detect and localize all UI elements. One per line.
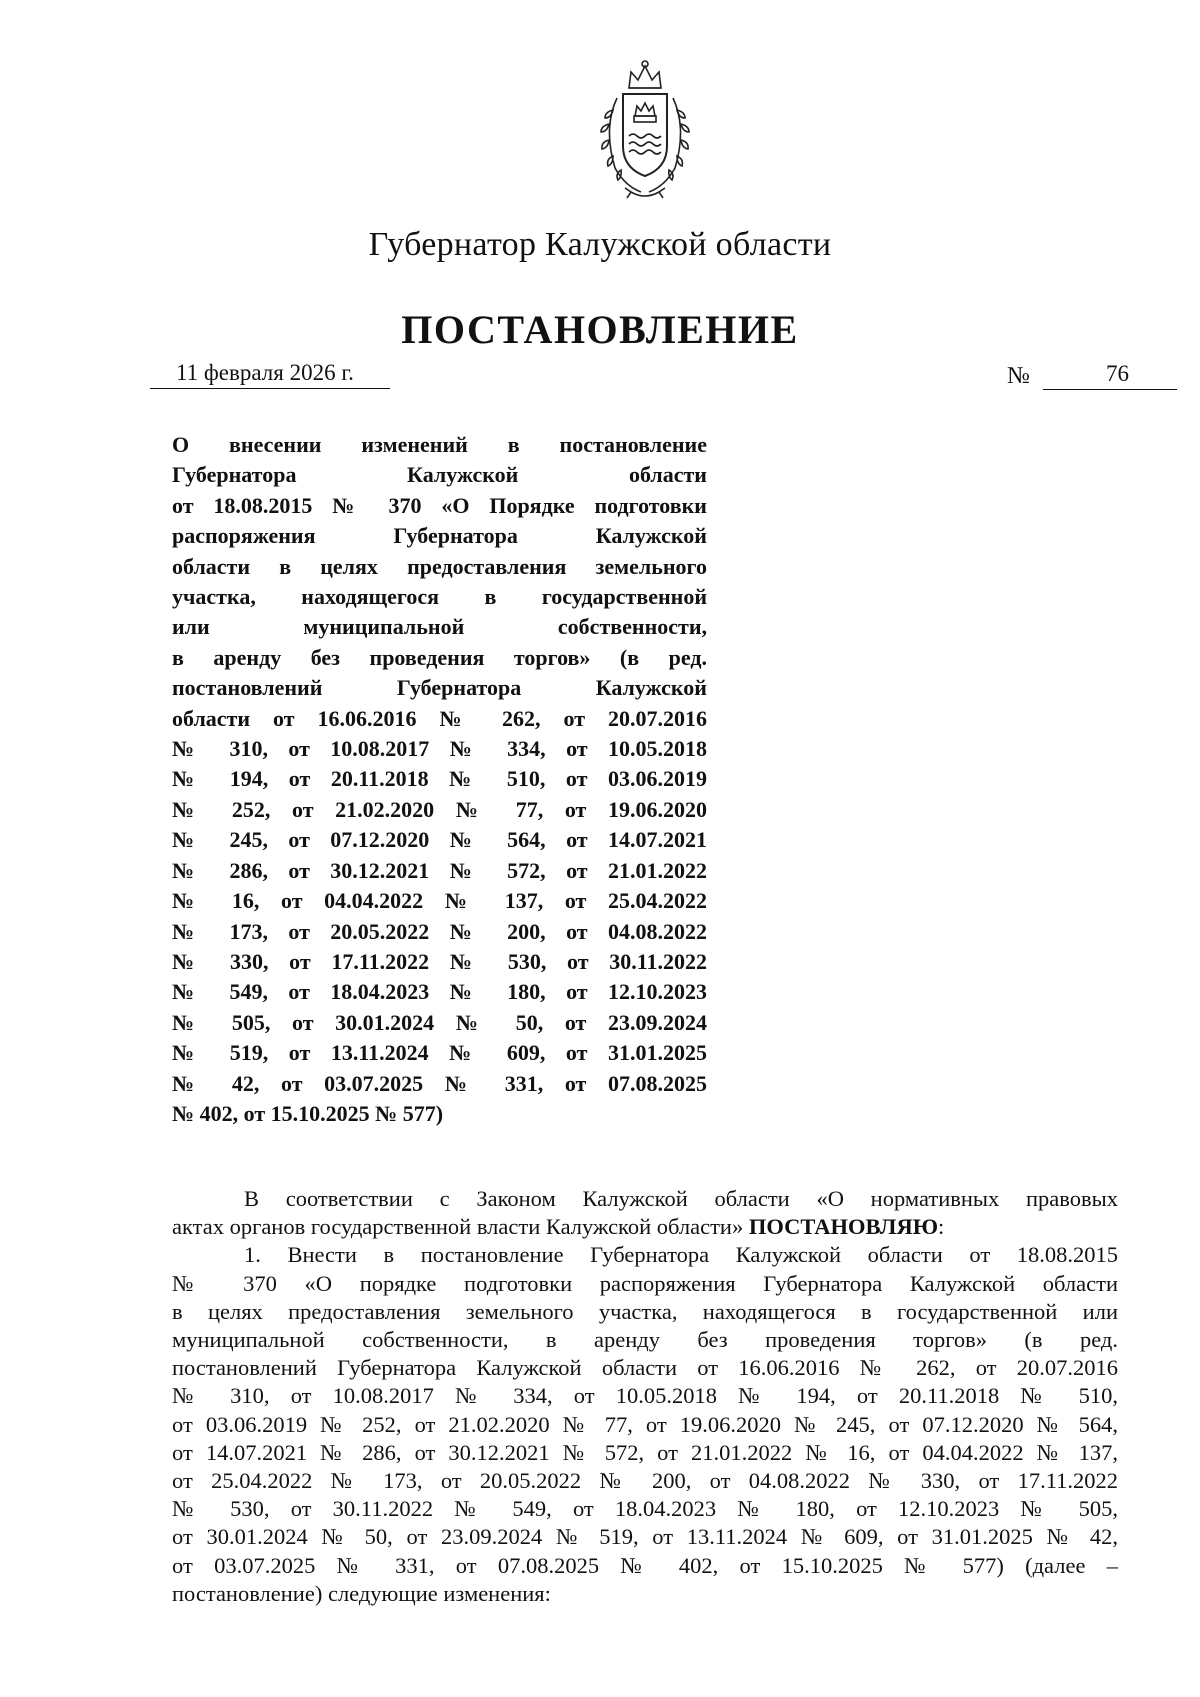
document-number-field [1007,360,1177,390]
document-type: ПОСТАНОВЛЕНИЕ [401,307,799,352]
paragraph-line: постановлений Губернатора Калужской области от 16.06.2016 № 262, от 20.07.2016 [172,1355,1118,1381]
title-line: № 310, от 10.08.2017 № 334, от 10.05.2018 [172,736,707,762]
title-line: О внесении изменений в постановление [172,432,707,457]
issuing-authority: Губернатор Калужской области [368,226,832,263]
paragraph-line: постановление) следующие изменения: [172,1580,551,1606]
paragraph-line: от 25.04.2022 № 173, от 20.05.2022 № 200, от 04.08.2022 № 330, от 17.11.2022 [172,1468,1118,1494]
preamble-text: актах органов государственной власти Калужской области» [172,1214,744,1240]
title-line: или муниципальной собственности, [172,614,707,640]
title-line: № 402, от 15.10.2025 № 577) [172,1100,444,1126]
title-line: от 18.08.2015 № 370 «О Порядке подготовки [172,492,707,518]
title-line: № 505, от 30.01.2024 № 50, от 23.09.2024 [172,1009,707,1035]
paragraph-line: 1. Внести в постановление Губернатора Калужской области от 18.08.2015 [244,1242,1118,1268]
paragraph-line: от 03.07.2025 № 331, от 07.08.2025 № 402, от 15.10.2025 № 577) (далее – [172,1552,1118,1578]
title-line: № 245, от 07.12.2020 № 564, от 14.07.2021 [172,827,707,853]
title-line: № 42, от 03.07.2025 № 331, от 07.08.2025 [172,1070,707,1096]
number-underline [1043,361,1177,390]
document-date: 11 февраля 2026 г. [176,360,354,385]
paragraph-line: от 14.07.2021 № 286, от 30.12.2021 № 572, от 21.01.2022 № 16, от 04.04.2022 № 137, [172,1439,1118,1465]
title-line: № 286, от 30.12.2021 № 572, от 21.01.2022 [172,857,707,883]
number-sign: № [1007,363,1030,389]
paragraph-line: от 30.01.2024 № 50, от 23.09.2024 № 519, от 13.11.2024 № 609, от 31.01.2025 № 42, [172,1524,1118,1550]
paragraph-line: в целях предоставления земельного участка, находящегося в государственной или [172,1298,1118,1324]
paragraph-line: от 03.06.2019 № 252, от 21.02.2020 № 77, от 19.06.2020 № 245, от 07.12.2020 № 564, [172,1411,1118,1437]
paragraph-line: № 530, от 30.11.2022 № 549, от 18.04.2023 № 180, от 12.10.2023 № 505, [172,1496,1118,1522]
title-line: № 519, от 13.11.2024 № 609, от 31.01.2025 [172,1040,707,1066]
title-line: постановлений Губернатора Калужской [172,675,707,701]
preamble-line [172,1213,1118,1241]
document-title [172,430,707,1129]
title-line: Губернатора Калужской области [172,462,707,488]
title-line: участка, находящегося в государственной [172,584,707,610]
coat-of-arms-icon [585,58,705,204]
decree-word: ПОСТАНОВЛЯЮ [748,1214,939,1240]
title-line: № 194, от 20.11.2018 № 510, от 03.06.2019 [172,766,707,792]
title-line: области от 16.06.2016 № 262, от 20.07.2016 [172,705,707,731]
title-line: № 173, от 20.05.2022 № 200, от 04.08.2022 [172,918,707,944]
document-body [172,1185,1118,1608]
title-line: № 252, от 21.02.2020 № 77, от 19.06.2020 [172,796,707,822]
document-date-field [150,360,390,389]
paragraph-line: № 310, от 10.08.2017 № 334, от 10.05.2018 № 194, от 20.11.2018 № 510, [172,1383,1118,1409]
title-line: в аренду без проведения торгов» (в ред. [172,644,707,670]
title-line: № 16, от 04.04.2022 № 137, от 25.04.2022 [172,888,707,914]
document-number: 76 [1106,361,1129,386]
title-line: области в целях предоставления земельного [172,553,707,579]
decree-colon: : [938,1214,945,1240]
paragraph-line: муниципальной собственности, в аренду без проведения торгов» (в ред. [172,1327,1118,1353]
title-line: № 330, от 17.11.2022 № 530, от 30.11.2022 [172,948,707,974]
paragraph-line: № 370 «О порядке подготовки распоряжения Губернатора Калужской области [172,1270,1118,1296]
preamble-line: В соответствии с Законом Калужской области «О нормативных правовых [244,1186,1118,1211]
title-line: распоряжения Губернатора Калужской [172,523,707,549]
title-line: № 549, от 18.04.2023 № 180, от 12.10.2023 [172,979,707,1005]
